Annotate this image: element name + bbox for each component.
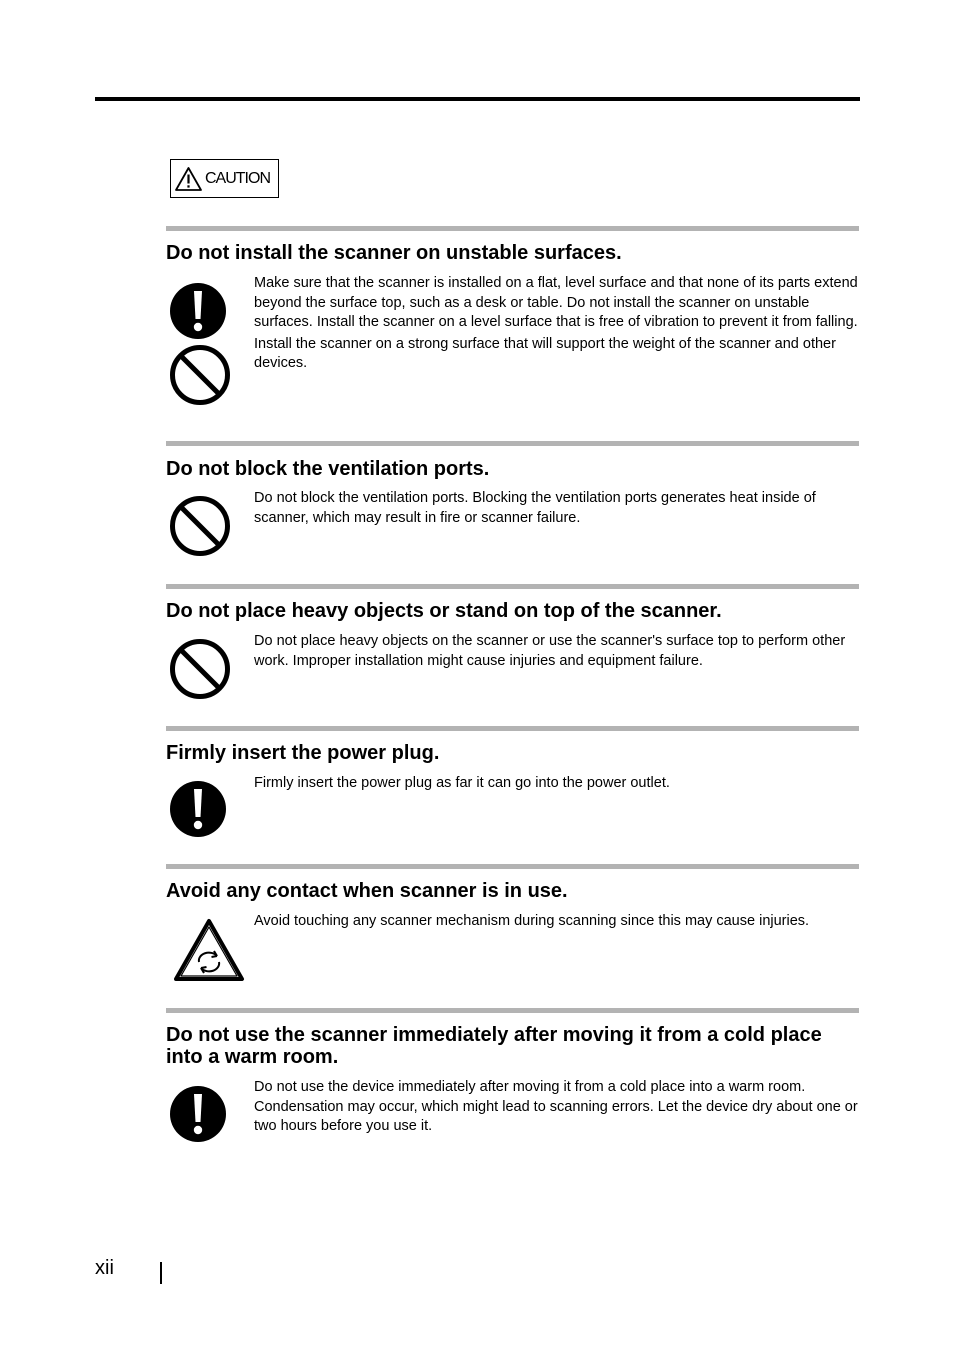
section-avoid-contact (166, 864, 859, 994)
section-cold-to-warm (166, 1008, 859, 1158)
footer-divider (160, 1262, 162, 1284)
section-title: Do not block the ventilation ports. (166, 458, 490, 480)
section-rule (166, 584, 859, 589)
prohibition-icon (169, 344, 231, 406)
section-body (254, 1078, 859, 1137)
section-rule (166, 441, 859, 446)
section-rule (166, 226, 859, 231)
section-title: Avoid any contact when scanner is in use. (166, 880, 568, 902)
section-title: Do not install the scanner on unstable surfaces. (166, 242, 622, 264)
section-heavy-objects (166, 584, 859, 714)
caution-text: CAUTION (205, 169, 270, 187)
mandatory-action-icon (169, 1085, 227, 1143)
body-paragraph: Avoid touching any scanner mechanism during scanning since this may cause injuries. (254, 913, 810, 929)
body-paragraph: Do not block the ventilation ports. Blocking the ventilation ports generates heat inside of scanner, which may result in fire or scanner failure. (254, 490, 816, 526)
section-body (254, 489, 859, 528)
rotating-parts-warning-icon (173, 918, 245, 982)
section-title: Do not use the scanner immediately after moving it from a cold place into a warm room. (166, 1024, 822, 1068)
section-rule (166, 1008, 859, 1013)
warning-triangle-icon (174, 166, 203, 192)
body-paragraph: Do not use the device immediately after moving it from a cold place into a warm room. Condensation may occur, which might lead to scanning errors. Let the device dry about one or two hours before you use it. (254, 1079, 858, 1134)
section-unstable-surfaces (166, 226, 859, 416)
prohibition-icon (169, 638, 231, 700)
section-rule (166, 726, 859, 731)
section-power-plug (166, 726, 859, 846)
body-paragraph: Do not place heavy objects on the scanner or use the scanner's surface top to perform other work. Improper installation might cause injuries and equipment failure. (254, 633, 846, 669)
section-body (254, 274, 859, 374)
mandatory-action-icon (169, 282, 227, 340)
caution-label (170, 159, 279, 198)
section-body (254, 632, 859, 671)
header-rule (95, 97, 860, 101)
section-title: Firmly insert the power plug. (166, 742, 440, 764)
page-number: xii (95, 1257, 114, 1279)
prohibition-icon (169, 495, 231, 557)
mandatory-action-icon (169, 780, 227, 838)
section-ventilation-ports (166, 441, 859, 571)
section-body (254, 912, 859, 932)
body-paragraph: Install the scanner on a strong surface that will support the weight of the scanner and other devices. (254, 335, 836, 371)
section-title: Do not place heavy objects or stand on top of the scanner. (166, 600, 722, 622)
section-rule (166, 864, 859, 869)
section-body (254, 774, 859, 794)
body-paragraph: Firmly insert the power plug as far it can go into the power outlet. (254, 775, 670, 791)
body-paragraph: Make sure that the scanner is installed on a flat, level surface and that none of its parts extend beyond the surface top, such as a desk or table. Do not install the scanner on unstable surfaces. Install the scanner on a level surface that is free of vibration to prevent it from falling. (254, 275, 858, 330)
